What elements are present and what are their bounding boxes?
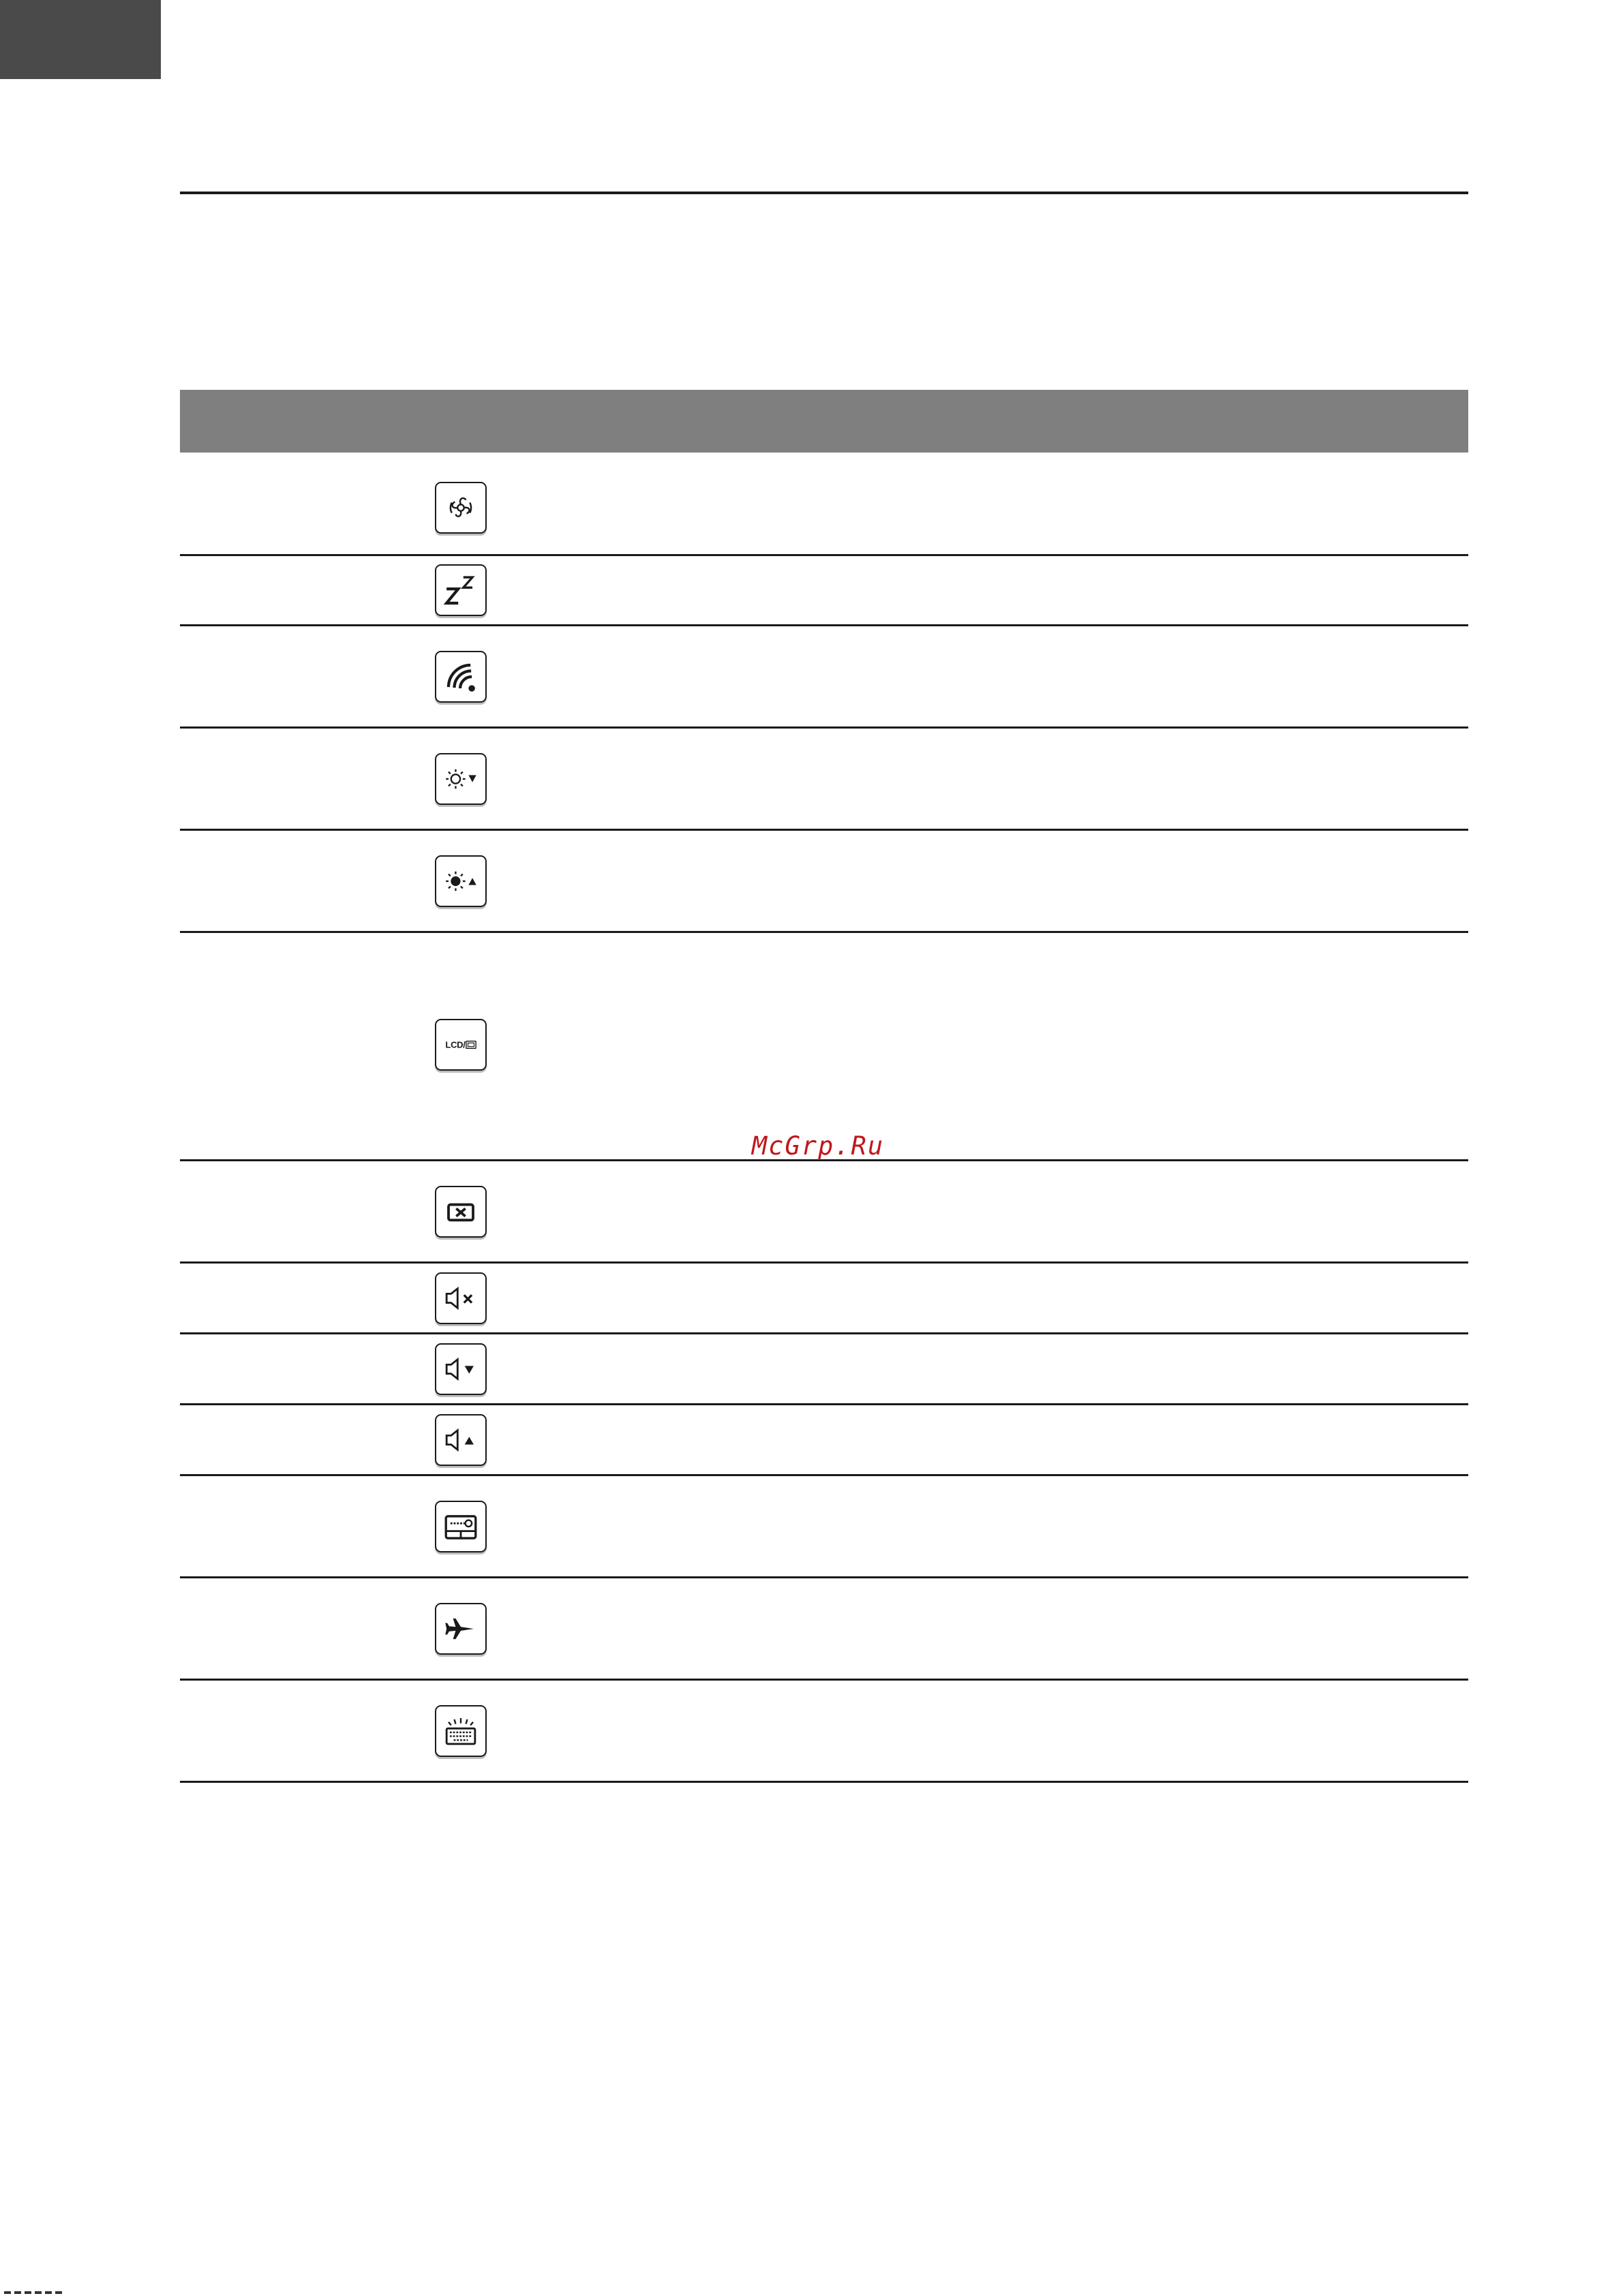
table-row: [180, 1405, 1468, 1476]
keyboard-backlight-icon: [436, 1706, 485, 1756]
display-off-icon: [436, 1187, 485, 1236]
brightness-down-icon: [436, 754, 485, 803]
wireless-icon: [436, 652, 485, 701]
hotkey-display-switch[interactable]: [435, 1019, 487, 1071]
key-label: [436, 1040, 485, 1050]
table-row: [180, 461, 1468, 556]
airplane-mode-icon: [436, 1604, 485, 1653]
hotkey-fan[interactable]: [435, 482, 487, 534]
table-row: [180, 831, 1468, 933]
volume-down-icon: [436, 1345, 485, 1394]
table-row: [180, 1264, 1468, 1334]
watermark: McGrp.Ru: [751, 1131, 885, 1161]
hotkey-touchpad-toggle[interactable]: [435, 1501, 487, 1552]
table-row: [180, 729, 1468, 831]
mute-icon: [436, 1274, 485, 1323]
hotkey-volume-down[interactable]: [435, 1343, 487, 1395]
volume-up-icon: [436, 1415, 485, 1465]
chapter-tab: [0, 0, 161, 79]
brightness-up-icon: [436, 857, 485, 906]
table-row: [180, 1161, 1468, 1264]
table-row: [180, 556, 1468, 626]
table-row: [180, 1681, 1468, 1783]
top-divider: [180, 192, 1468, 194]
hotkey-brightness-up[interactable]: [435, 855, 487, 907]
lcd-text: LCD/: [445, 1039, 466, 1050]
sleep-icon: [436, 566, 485, 615]
table-row: [180, 1578, 1468, 1681]
hotkey-brightness-down[interactable]: [435, 753, 487, 805]
hotkey-table: [180, 390, 1468, 1783]
hotkey-mute[interactable]: [435, 1272, 487, 1324]
table-row: [180, 1476, 1468, 1578]
display-switch-icon: [466, 1041, 476, 1050]
hotkey-wireless[interactable]: [435, 651, 487, 703]
table-header: [180, 390, 1468, 453]
hotkey-airplane-mode[interactable]: [435, 1603, 487, 1655]
table-row: [180, 626, 1468, 729]
page-edge-mark: [4, 2291, 65, 2294]
fan-icon: [436, 483, 485, 532]
hotkey-volume-up[interactable]: [435, 1414, 487, 1466]
table-row: [180, 933, 1468, 1161]
hotkey-display-off[interactable]: [435, 1186, 487, 1238]
touchpad-toggle-icon: [436, 1502, 485, 1551]
hotkey-sleep[interactable]: [435, 564, 487, 616]
hotkey-keyboard-backlight[interactable]: [435, 1705, 487, 1757]
table-row: [180, 1334, 1468, 1405]
